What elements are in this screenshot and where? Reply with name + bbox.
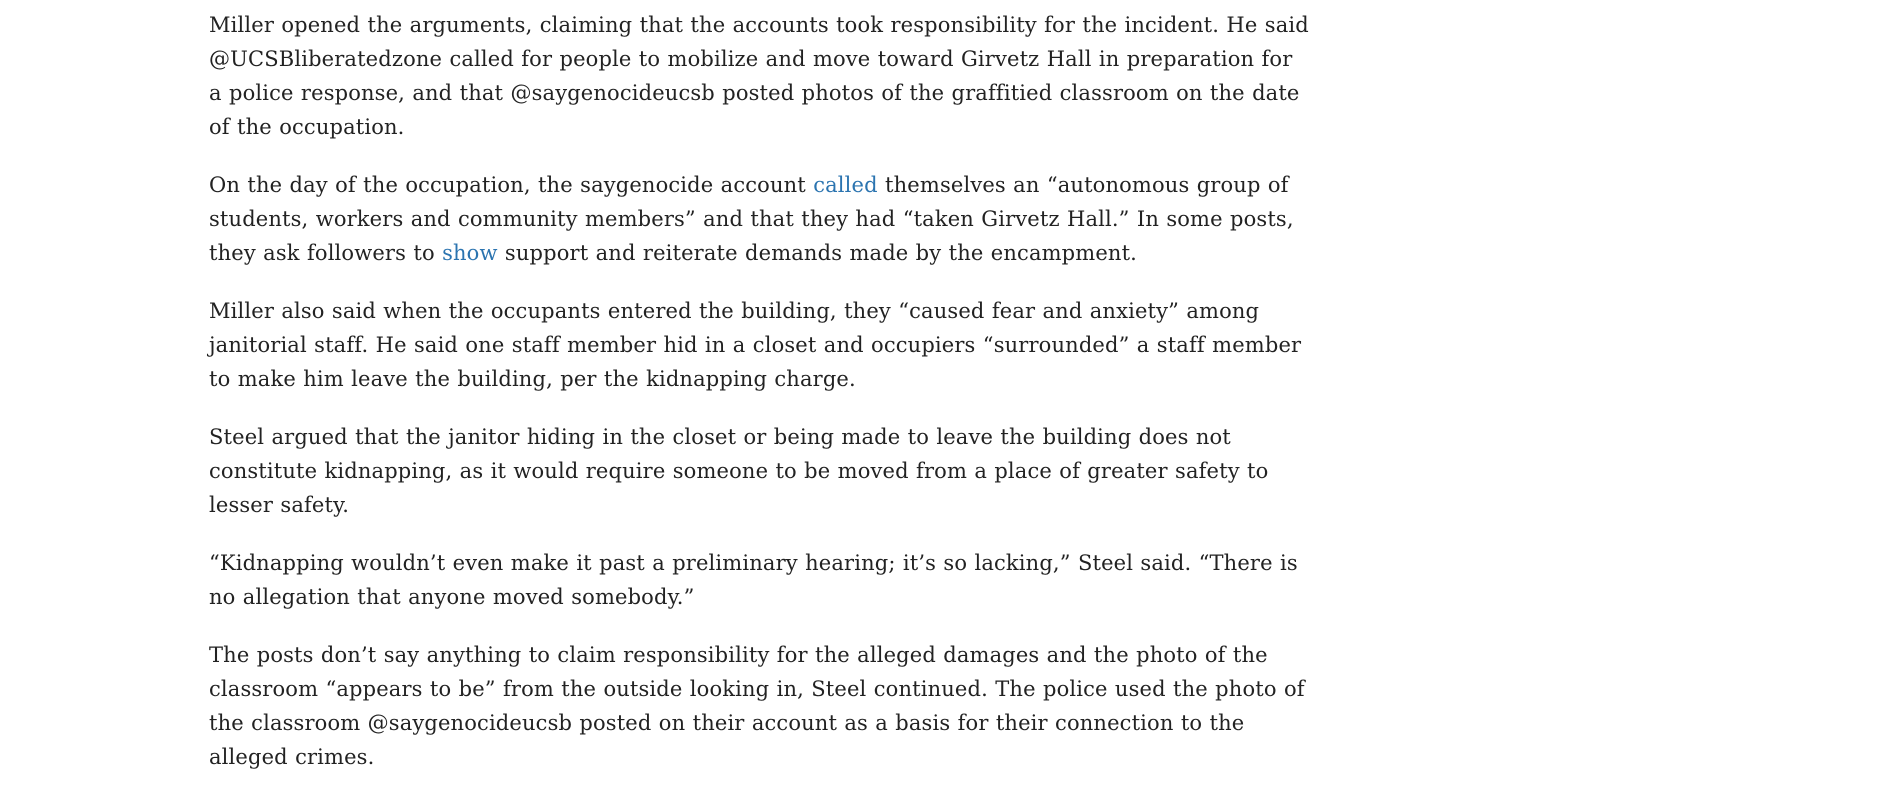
paragraph-text-segment: themselves an “autonomous group of students, workers and community members” and that they had “taken Girvetz Hall.” In some posts, they ask followers to: [209, 173, 1294, 265]
article-body: [209, 8, 1309, 798]
paragraph-text-segment: support and reiterate demands made by the encampment.: [497, 241, 1138, 265]
paragraph-miller-opened: Miller opened the arguments, claiming that the accounts took responsibility for the incident. He said @UCSBliberatedzone called for people to mobilize and move toward Girvetz Hall in preparation for a police response, and that @saygenocideucsb posted photos of the graffitied classroom on the date of the occupation.: [209, 13, 1309, 139]
paragraph-occupation-day: [209, 168, 1309, 270]
paragraph-steel-quote: “Kidnapping wouldn’t even make it past a preliminary hearing; it’s so lacking,” Steel said. “There is no allegation that anyone moved somebody.”: [209, 551, 1298, 609]
show-link[interactable]: show: [442, 241, 498, 265]
paragraph-miller-janitorial: Miller also said when the occupants entered the building, they “caused fear and anxiety” among janitorial staff. He said one staff member hid in a closet and occupiers “surrounded” a staff member to make him leave the building, per the kidnapping charge.: [209, 299, 1302, 391]
paragraph-steel-argued: Steel argued that the janitor hiding in the closet or being made to leave the building does not constitute kidnapping, as it would require someone to be moved from a place of greater safety to lesser safety.: [209, 425, 1269, 517]
called-link[interactable]: called: [813, 173, 878, 197]
paragraph-posts-photo: The posts don’t say anything to claim responsibility for the alleged damages and the photo of the classroom “appears to be” from the outside looking in, Steel continued. The police used the photo of the classroom @saygenocideucsb posted on their account as a basis for their connection to the alleged crimes.: [209, 643, 1305, 769]
paragraph-text-segment: On the day of the occupation, the saygenocide account: [209, 173, 814, 197]
